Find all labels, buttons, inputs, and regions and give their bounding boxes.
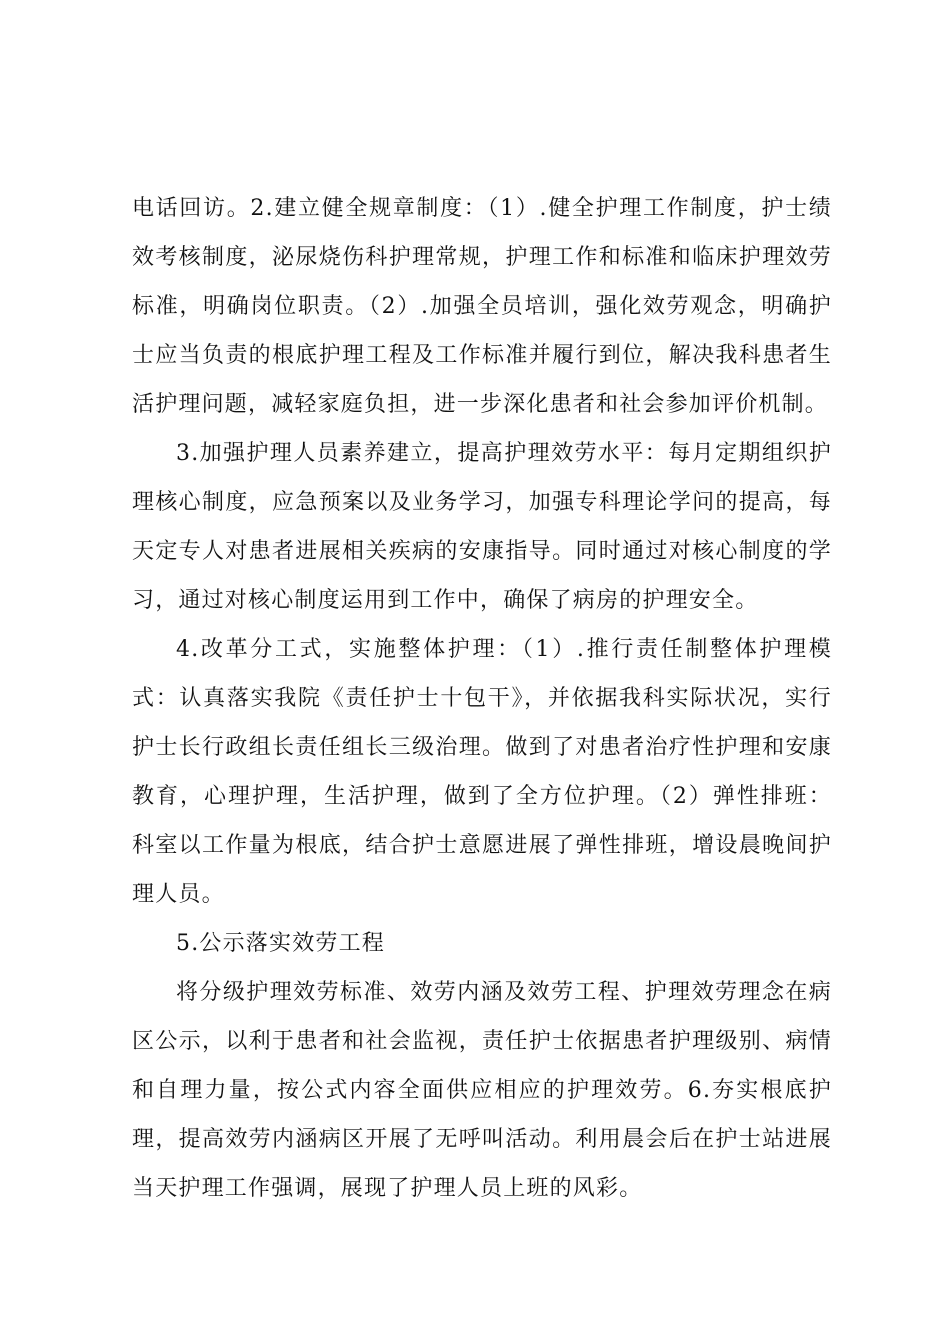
paragraph-1: 电话回访。2.建立健全规章制度：（1）.健全护理工作制度，护士绩效考核制度，泌尿烧伤科护理常规，护理工作和标准和临床护理效劳标准，明确岗位职责。（2）.加强全员培训，强化效劳观念，明确护士应当负责的根底护理工程及工作标准并履行到位，解决我科患者生活护理问题，减轻家庭负担，进一步深化患者和社会参加评价机制。 bbox=[132, 196, 832, 417]
document-body bbox=[132, 184, 832, 1213]
paragraph-5: 将分级护理效劳标准、效劳内涵及效劳工程、护理效劳理念在病区公示，以利于患者和社会监视，责任护士依据患者护理级别、病情和自理力量，按公式内容全面供应相应的护理效劳。6.夯实根底护理，提高效劳内涵病区开展了无呼叫活动。利用晨会后在护士站进展当天护理工作强调，展现了护理人员上班的风彩。 bbox=[132, 980, 832, 1201]
paragraph-2: 3.加强护理人员素养建立，提高护理效劳水平：每月定期组织护理核心制度，应急预案以及业务学习，加强专科理论学问的提高，每天定专人对患者进展相关疾病的安康指导。同时通过对核心制度的学习，通过对核心制度运用到工作中，确保了病房的护理安全。 bbox=[132, 441, 832, 613]
paragraph-4-heading: 5.公示落实效劳工程 bbox=[176, 931, 385, 956]
paragraph-3: 4.改革分工式，实施整体护理：（1）.推行责任制整体护理模式：认真落实我院《责任护士十包干》，并依据我科实际状况，实行护士长行政组长责任组长三级治理。做到了对患者治疗性护理和安康教育，心理护理，生活护理，做到了全方位护理。（2）弹性排班：科室以工作量为根底，结合护士意愿进展了弹性排班，增设晨晚间护理人员。 bbox=[132, 637, 832, 907]
